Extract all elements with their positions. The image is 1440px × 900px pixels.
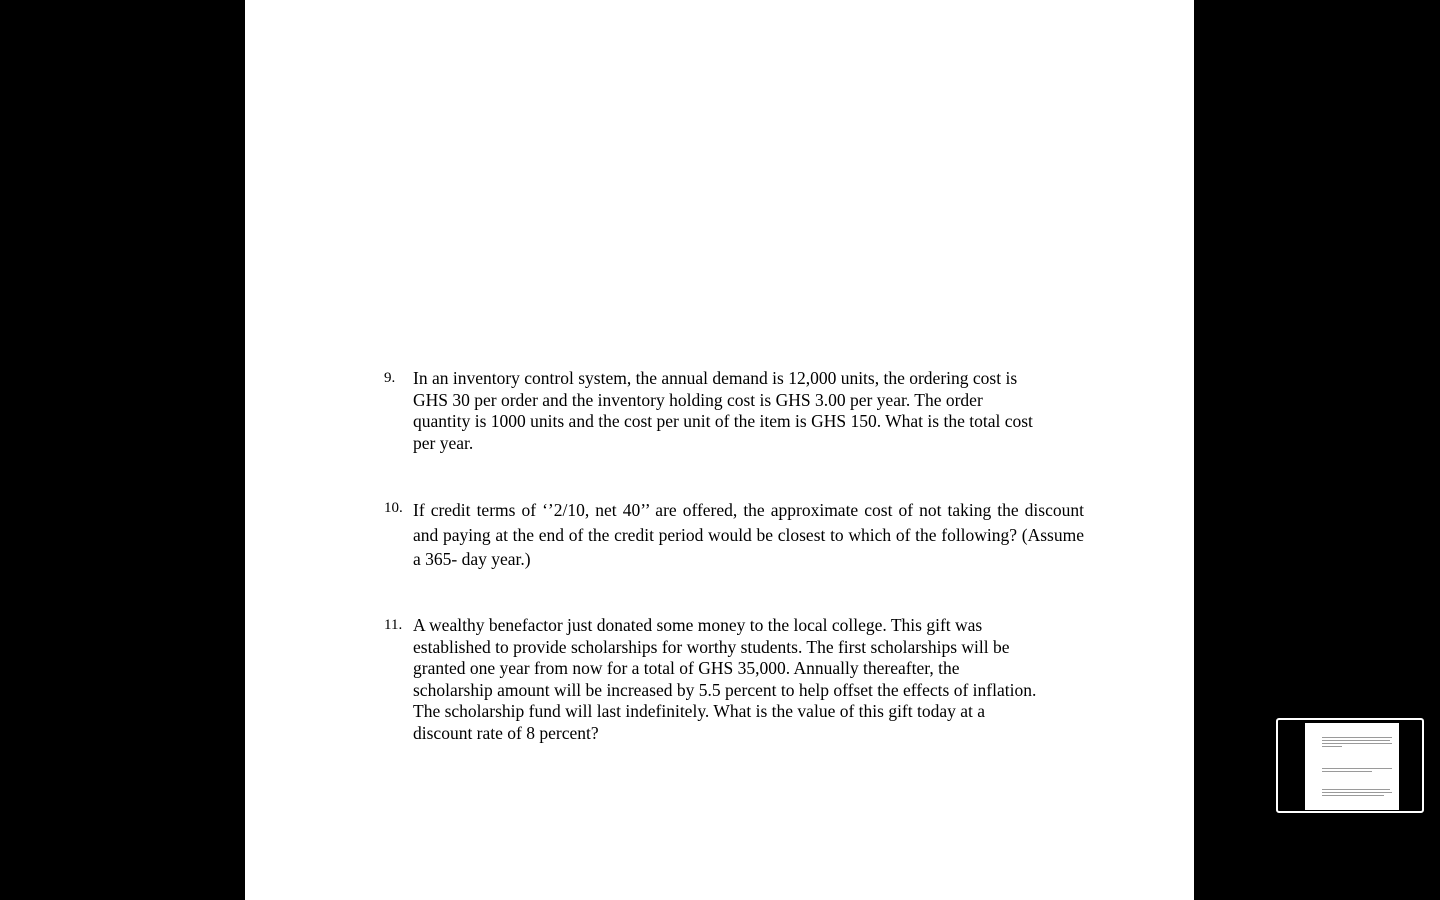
- question-text: A wealthy benefactor just donated some money to the local college. This gift was established to provide scholarships for worthy students. The first scholarships will be granted one year from now for a total of GHS 35,000. Annually thereafter, the scholarship amount will be increased by 5.5 percent to help offset the effects of inflation. The scholarship fund will last indefinitely. What is the value of this gift today at a discount rate of 8 percent?: [413, 615, 1037, 743]
- question-number: 10.: [384, 500, 403, 516]
- question-number: 11.: [384, 617, 403, 633]
- question-number: 9.: [384, 370, 396, 386]
- document-page: [245, 0, 1194, 900]
- page-thumbnail[interactable]: [1276, 718, 1424, 813]
- question-text: If credit terms of ‘’2/10, net 40’’ are offered, the approximate cost of not taking the discount and paying at the end of the credit period would be closest to which of the following? (Assume a 365- day year.): [413, 500, 1084, 569]
- question-text: In an inventory control system, the annual demand is 12,000 units, the ordering cost is GHS 30 per order and the inventory holding cost is GHS 3.00 per year. The order quantity is 1000 units and the cost per unit of the item is GHS 150. What is the total cost per year.: [413, 368, 1033, 453]
- thumbnail-page-preview: [1305, 723, 1399, 810]
